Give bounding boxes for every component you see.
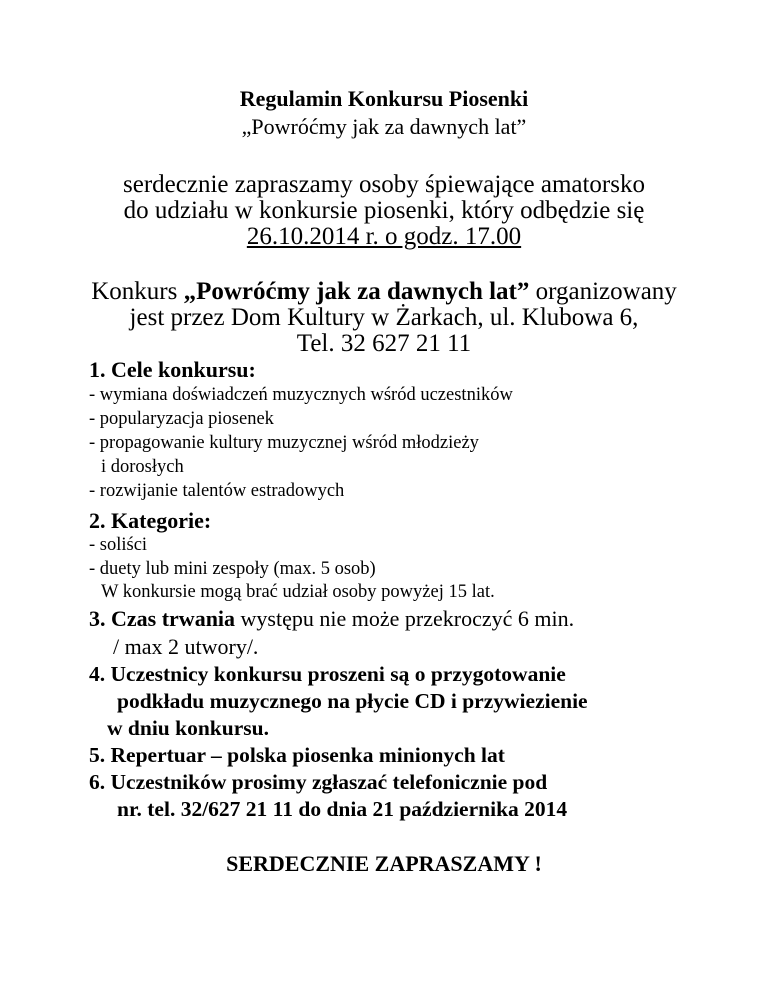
- invitation-line-2: do udziału w konkursie piosenki, który odbędzie się: [123, 197, 645, 224]
- organizer-line-1: [0, 278, 768, 306]
- closing-invitation: SERDECZNIE ZAPRASZAMY !: [226, 851, 542, 876]
- music-rule-line-3: w dniu konkursu.: [107, 716, 269, 740]
- age-requirement: W konkursie mogą brać udział osoby powyżej 15 lat.: [101, 582, 495, 602]
- goals-item: - rozwijanie talentów estradowych: [89, 481, 345, 501]
- duration-text: występu nie może przekroczyć 6 min.: [240, 606, 575, 631]
- contest-name: „Powróćmy jak za dawnych lat”: [183, 278, 530, 305]
- goals-heading: 1. Cele konkursu:: [89, 357, 256, 382]
- goals-item: - popularyzacja piosenek: [89, 409, 274, 429]
- categories-item: - soliści: [89, 535, 148, 555]
- categories-heading: 2. Kategorie:: [89, 508, 212, 533]
- goals-item-continuation: i dorosłych: [101, 457, 184, 477]
- registration-rule-line-1: 6. Uczestników prosimy zgłaszać telefonicznie pod: [89, 770, 548, 794]
- registration-rule-line-2: nr. tel. 32/627 21 11 do dnia 21 października 2014: [117, 797, 568, 821]
- invitation-date: [0, 223, 768, 251]
- title-subheading: „Powróćmy jak za dawnych lat”: [241, 114, 527, 139]
- repertoire-rule: 5. Repertuar – polska piosenka minionych lat: [89, 743, 505, 767]
- duration-rule: [89, 606, 574, 632]
- music-rule-line-2: podkładu muzycznego na płycie CD i przywiezienie: [117, 689, 588, 713]
- organizer-suffix: organizowany: [535, 278, 677, 305]
- music-rule-line-1: 4. Uczestnicy konkursu proszeni są o przygotowanie: [89, 662, 566, 686]
- organizer-prefix: Konkurs: [91, 278, 178, 305]
- goals-item: - wymiana doświadczeń muzycznych wśród uczestników: [89, 385, 513, 405]
- organizer-phone: Tel. 32 627 21 11: [296, 330, 472, 357]
- duration-limit: / max 2 utwory/.: [113, 634, 259, 659]
- organizer-line-2: jest przez Dom Kultury w Żarkach, ul. Klubowa 6,: [129, 304, 639, 331]
- invitation-line-1: serdecznie zapraszamy osoby śpiewające amatorsko: [123, 171, 645, 198]
- event-date: 26.10.2014 r. o godz. 17.00: [246, 223, 522, 250]
- categories-item: - duety lub mini zespoły (max. 5 osob): [89, 559, 376, 579]
- goals-item: - propagowanie kultury muzycznej wśród młodzieży: [89, 433, 479, 453]
- duration-heading: 3. Czas trwania: [89, 606, 236, 631]
- title-heading: Regulamin Konkursu Piosenki: [239, 86, 529, 111]
